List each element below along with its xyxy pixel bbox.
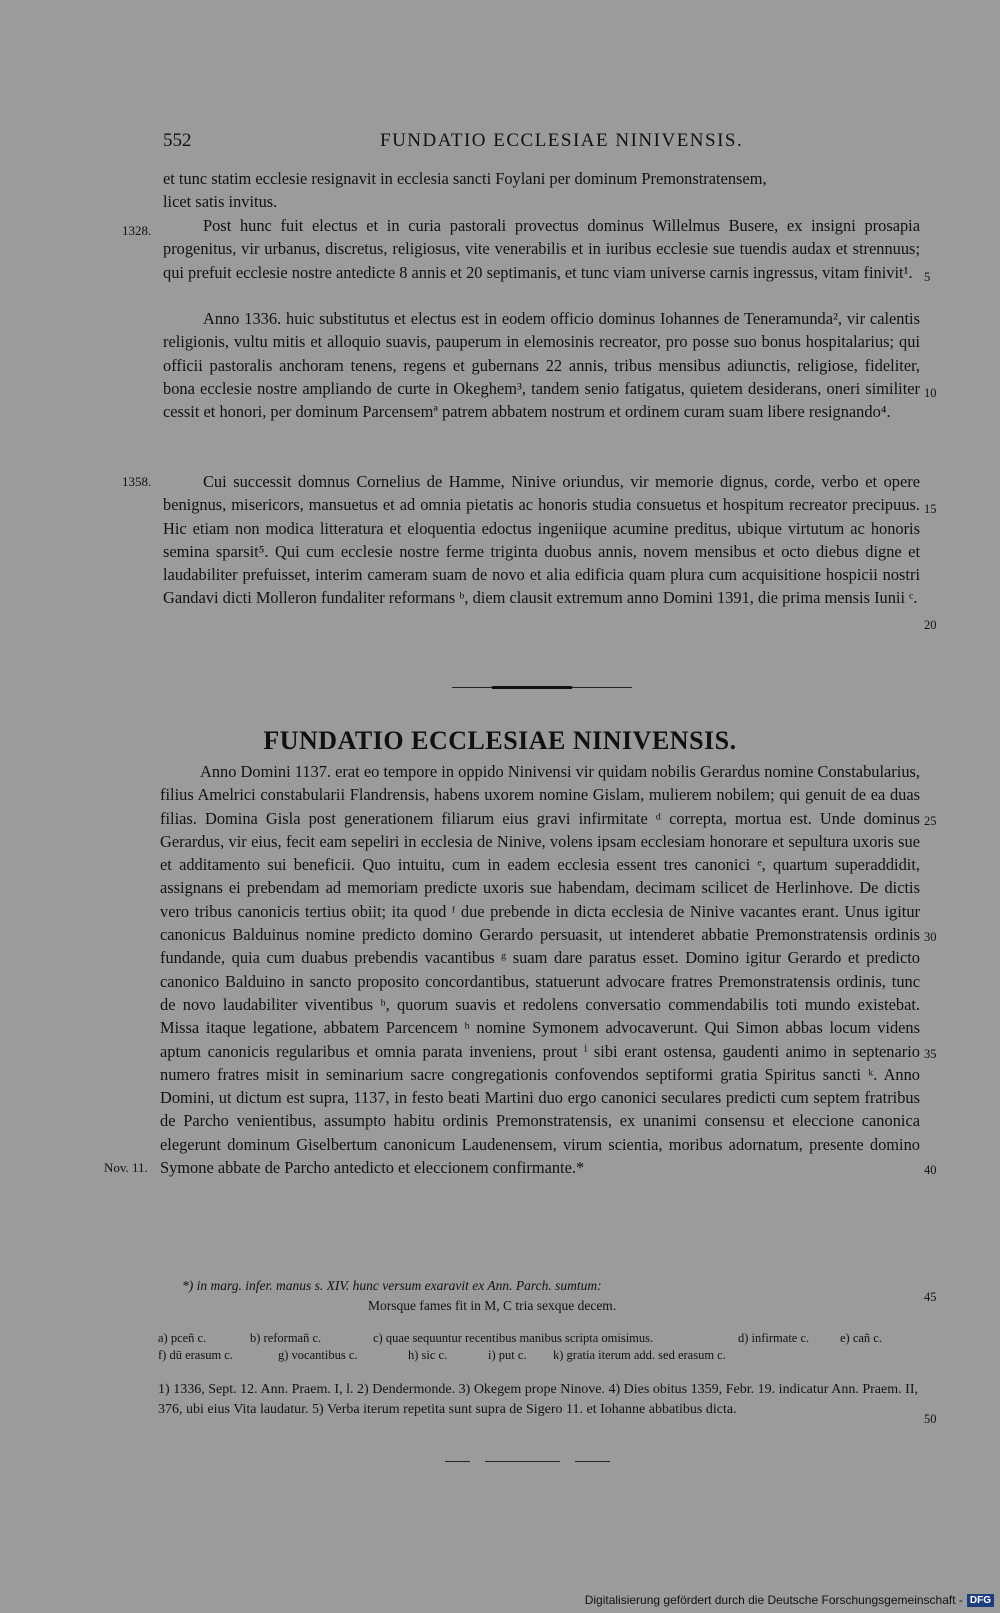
variant-notes-row [158,1347,918,1364]
section-title: FUNDATIO ECCLESIAE NINIVENSIS. [263,726,737,755]
running-header [0,130,1000,154]
variant-note: d) infirmate c. [738,1331,810,1345]
paragraph-1328 [163,214,920,284]
margin-date: Nov. 11. [104,1160,148,1175]
paragraph-text: Anno 1336. huic substitutus et electus est in eodem officio dominus Iohannes de Teneramunda², vir calentis religionis, vultu mitis et alloquio suavis, pauperum in elemosinis recreator, pro posse suo bonus hospitalarius; qui officii pastoralis anchoram tenens, regens et gubernans 22 annis, tribus mensibus adiunctis, religiose, fideliter, bona ecclesie nostre ampliando de curte in Okeghem³, tandem senio fatigatus, quietem desiderans, oneri similiter cessit et honori, per dominum Parcensemª patrem abbatem nostrum et ordinem curam suam libere resignando⁴. [163,309,920,422]
section-text: Anno Domini 1137. erat eo tempore in oppido Ninivensi vir quidam nobilis Gerardus nomine Constabularius, filius Amelrici constabularii Flandrensis, habens uxorem nomine Gislam, mulierem nobilem; qui genuit de ea duas filias. Domina Gisla post generationem filiarum eius gravi infirmitate ᵈ correpta, mortua est. Unde dominus Gerardus, vir eius, fecit eam sepeliri in ecclesia de Ninive, volens ipsam ecclesiam honorare et sepultura uxoris sue et additamento sui beneficii. Quo intuitu, cum in eadem ecclesia essent tres canonici ᵉ, quartum superaddidit, assignans ei prebendam ad memoriam predicte uxoris sue habendam, decimam scilicet de Herlinhove. De dictis vero tribus canonicis tertius obiit; ita quod ᶠ due prebende in dicta ecclesia de Ninive vacantes erant. Unus igitur canonicus Balduinus nomine predicto domino Gerardo persuasit, ut intenderet abbatie Premonstratensis ordinis fundande, quia cum duabus prebendis vacantibus ᵍ suam dare paratus esset. Domino igitur Gerardo et predicto canonico Balduino in sancto proposito concordantibus, statuerunt advocare fratres Premonstratensis ordinis, tunc de novo laudabiliter viventibus ʰ, quorum suavis et redolens conversatio commendabilis toti mundo existebat. Missa itaque legatione, abbatem Parcencem ʰ nomine Symonem advocaverunt. Qui Simon abbas locum videns aptum canonicis regularibus et omnia parata inveniens, prout ⁱ sibi erant ostensa, gaudenti animo in septenario numero fratres misit in seminarium sacre congregationis confovendos septiformi gratia Spiritus sancti ᵏ. Anno Domini, ut dictum est supra, 1137, in festo beati Martini duo ergo canonici seculares predicti cum septem fratribus de Parcho venientibus, assumpto habitu ordinis Premonstratensis, ex unanimi consensu et eleccione canonica elegerunt dominum Giselbertum canonicum Laudenensem, virum scientia, moribus adornatum, presente domino Symone abbate de Parcho antedicto et eleccionem confirmante.* [160,762,920,1178]
line-number: 10 [924,386,937,400]
variant-note: e) cañ c. [840,1331,882,1345]
dfg-footer-text: Digitalisierung gefördert durch die Deutsche Forschungsgemeinschaft - [584,1592,963,1607]
dfg-footer [585,1593,994,1607]
line-number: 40 [924,1163,937,1177]
star-footnote-verse: Morsque fames fit in M, C tria sexque decem. [368,1298,617,1313]
running-title: FUNDATIO ECCLESIAE NINIVENSIS. [380,130,744,151]
closing-rule [575,1461,610,1462]
variant-note: g) vocantibus c. [278,1348,358,1362]
paragraph-1336 [163,307,920,423]
continuation-text [163,167,920,214]
variant-notes [158,1330,918,1364]
line-number: 15 [924,502,937,516]
variant-note: f) dū erasum c. [158,1348,233,1362]
variant-note: k) gratia iterum add. sed erasum c. [553,1348,726,1362]
section-body [160,760,920,1179]
star-footnote: *) in marg. infer. manus s. XIV. hunc versum exaravit ex Ann. Parch. sumtum: [182,1278,602,1293]
line-number: 5 [924,270,931,284]
page-number: 552 [163,130,192,151]
paragraph-text: Cui successit domnus Cornelius de Hamme, Ninive oriundus, vir memorie dignus, corde, verbo et opere benignus, misericors, mansuetus et ad omnia pietatis ac honoris studia consuetus et hospitum recreator precipuus. Hic etiam non modica litteratura et eloquentia edoctus ingeniique acumine preditus, ubique virtutum ac honoris semina sparsit⁵. Qui cum ecclesie nostre ferme triginta duobus annis, novem mensibus et octo diebus digne et laudabiliter prefuisset, interim cameram suam de novo et alia edificia quam plura cum acquisitione hospicii nostri Gandavi dicti Molleron fundaliter reformans ᵇ, diem clausit extremum anno Domini 1391, die prima mensis Iunii ᶜ. [163,472,920,608]
line-number: 30 [924,930,937,944]
separator-rule-thick [492,686,572,689]
continuation-line: licet satis invitus. [163,192,278,212]
variant-note: h) sic c. [408,1348,448,1362]
continuation-line: et tunc statim ecclesie resignavit in ecclesia sancti Foylani per dominum Premonstratensem, [163,169,767,188]
closing-rule [485,1461,560,1462]
dfg-logo: DFG [967,1594,994,1607]
paragraph-1358 [163,470,920,610]
line-number: 25 [924,814,937,828]
variant-note: i) put c. [488,1348,527,1362]
margin-year: 1328. [122,223,152,238]
historical-notes: 1) 1336, Sept. 12. Ann. Praem. I, l. 2) Dendermonde. 3) Okegem prope Ninove. 4) Dies obitus 1359, Febr. 19. indicatur Ann. Praem. II, 376, ubi eius Vita laudatur. 5) Verba iterum repetita sunt supra de Sigero 11. et Iohanne abbatibus dicta. [158,1382,918,1417]
variant-notes-row [158,1330,918,1347]
variant-note: c) quae sequuntur recentibus manibus scripta omisimus. [373,1331,654,1345]
line-number: 35 [924,1047,937,1061]
margin-year: 1358. [122,474,152,489]
line-number: 50 [924,1412,937,1426]
variant-note: b) reformañ c. [250,1331,322,1345]
closing-rule [445,1461,470,1462]
line-number: 45 [924,1290,937,1304]
line-number: 20 [924,618,937,632]
variant-note: a) pceñ c. [158,1331,207,1345]
paragraph-text: Post hunc fuit electus et in curia pastorali provectus dominus Willelmus Busere, ex insigni prosapia progenitus, vir urbanus, discretus, religiosus, vite venerabilis et in iuribus ecclesie sue tuendis audax et strennuus; qui prefuit ecclesie nostre antedicte 8 annis et 20 septimanis, et tunc viam universe carnis ingressus, vitam finivit¹. [163,216,920,282]
